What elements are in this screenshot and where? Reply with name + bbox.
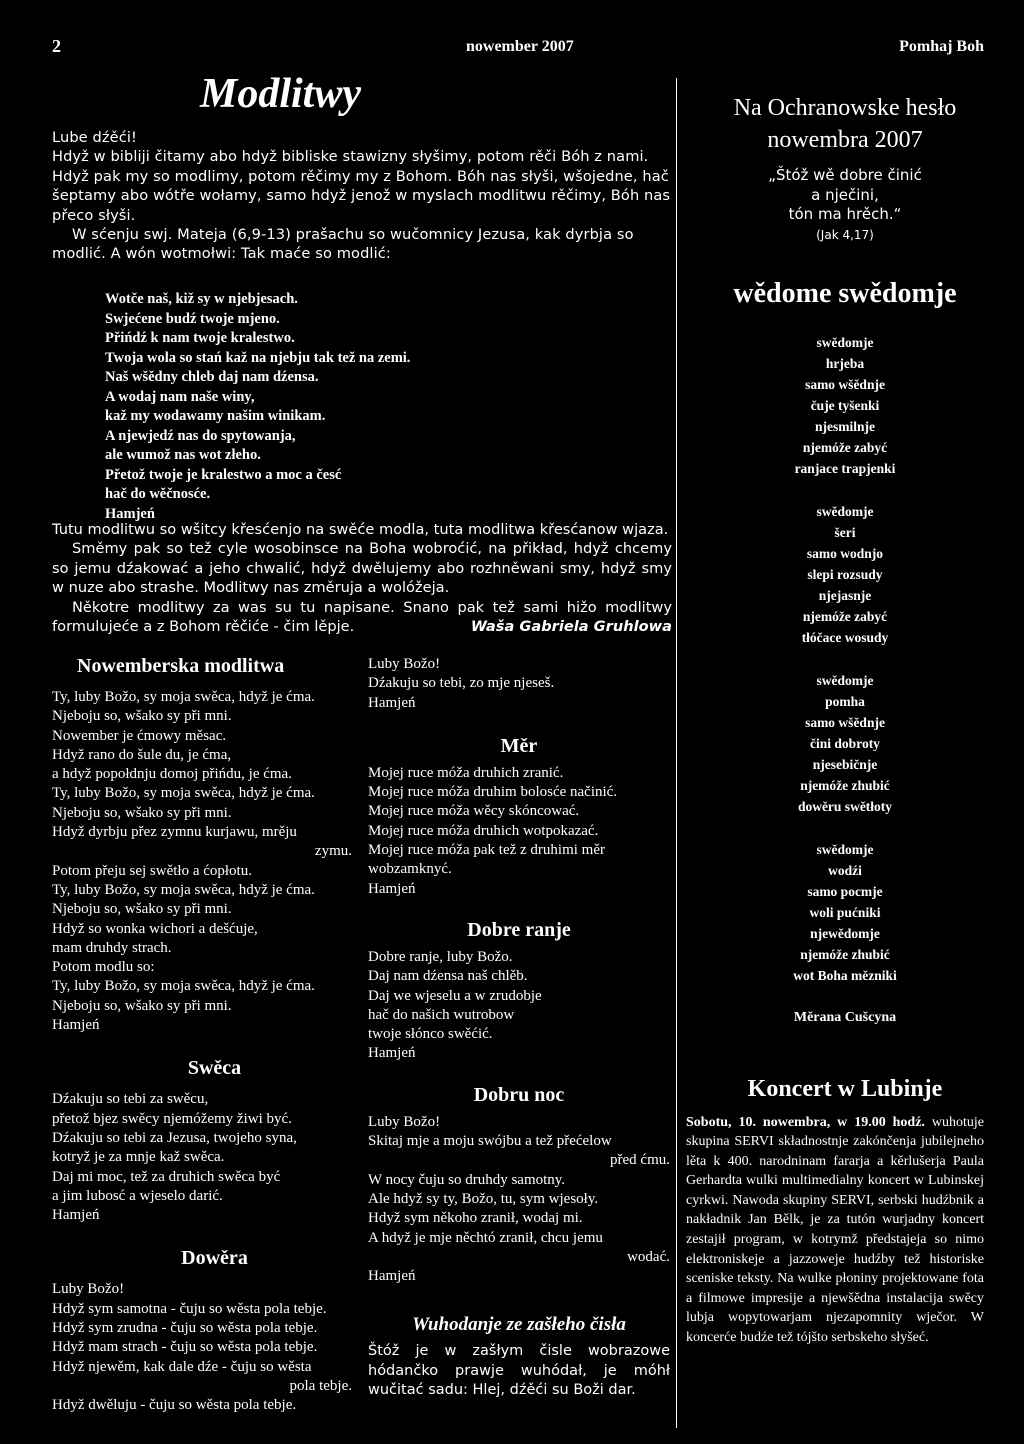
prayer-line: A njewjedź nas do spytowanja, — [105, 427, 296, 444]
middle-column — [368, 655, 670, 1401]
stanza-line: samo wšědnje — [805, 376, 885, 392]
bible-reference: (Jak 4,17) — [816, 227, 874, 242]
poem-dobru-noc — [368, 1113, 670, 1287]
sidebar-title-line: Na Ochranowske hesło — [733, 95, 957, 121]
verse-line: Potom přeju sej swětło a ćopłotu. — [52, 862, 252, 879]
poem-nowember — [52, 688, 352, 1035]
verse-line: Luby Božo! — [368, 656, 441, 672]
verse-line: Hamjeń — [368, 694, 416, 711]
stanza-line: dowěru swětłoty — [797, 798, 893, 814]
poem-luby-bozo — [368, 655, 670, 713]
verse-line: Dźakuju so tebi za Jezusa, twojeho syna, — [52, 1129, 297, 1146]
verse-line: a jim lubosć a wjeselo darić. — [52, 1187, 223, 1204]
verse-line: Hdyž mam strach - čuju so wěsta pola tebje. — [52, 1339, 318, 1356]
intro-paragraph: W sćenju swj. Mateja (6,9-13) prašachu so wučomnicy Jezusa, kak dyrbja so modlić. A wón wotmołwi: Tak maće so modlić: — [52, 226, 634, 263]
verse-line: Daj nam dźensa naš chlěb. — [368, 968, 528, 985]
stanza-line: šeri — [834, 524, 856, 540]
stanza-line: njejasnje — [818, 587, 872, 603]
quote-line: tón ma hrěch.“ — [788, 205, 902, 223]
verse-line: wodać. — [627, 1248, 670, 1265]
poem-dobre-ranje — [368, 948, 670, 1064]
stanza-line: swědomje — [816, 672, 874, 688]
outro-paragraph — [52, 598, 672, 637]
outro-paragraph: Tutu modlitwu so wšitcy křesćenjo na swěće modla, tuta modlitwa křesćanow wjaza. — [52, 521, 669, 538]
page-number: 2 — [52, 36, 61, 56]
page-title: Modlitwy — [200, 71, 362, 117]
stanza-line: samo wšědnje — [805, 714, 885, 730]
verse-line: Njeboju so, wšako sy při mni. — [52, 804, 232, 821]
author-signature: Waša Gabriela Gruhlowa — [470, 618, 672, 636]
section-heading: Dowěra — [181, 1247, 248, 1270]
stanza-line: samo wodnjo — [806, 545, 884, 561]
concert-date: Sobotu, 10. nowembra, w 19.00 hodź. — [686, 1114, 925, 1130]
concert-title: Koncert w Lubinje — [747, 1075, 943, 1102]
concert-text — [686, 1113, 984, 1348]
sidebar-title — [680, 92, 1010, 156]
section-heading: Swěca — [187, 1057, 242, 1080]
verse-line: Dźakuju so tebi za swěcu, — [52, 1091, 209, 1108]
stanza-line: samo pocmje — [807, 883, 883, 899]
stanza-line: wot Boha mězniki — [793, 967, 897, 983]
verse-line: pola tebje. — [289, 1377, 352, 1394]
stanza-line: swědomje — [816, 841, 874, 857]
newspaper-name: Pomhaj Boh — [899, 38, 984, 55]
verse-line: přetož bjez swěcy njemóžemy žiwi być. — [52, 1110, 292, 1127]
verse-line: Njeboju so, wšako sy při mni. — [52, 901, 232, 918]
section-heading: Dobru noc — [473, 1083, 565, 1106]
verse-line: Hdyž rano do šule du, je ćma, — [52, 746, 232, 763]
outro-paragraph: Směmy pak so tež cyle wosobinsce na Boha wobroćić, na přikład, hdyž chcemy so jemu dźakować a jeho chwalić, hdyž dwělujemy abo rozhněwani smy, hdyž smy w nuze abo strashe. Modlitwy nas změruja a wolóžeja. — [52, 540, 672, 597]
verse-line: Mojej ruce móža druhich zranić. — [368, 764, 564, 781]
verse-line: wobzamknyć. — [368, 861, 452, 878]
prayer-line: kaž my wodawamy našim winikam. — [105, 408, 326, 424]
stanza-line: swědomje — [816, 503, 874, 519]
prayer-line: A wodaj nam naše winy, — [105, 388, 255, 405]
verse-line: Hdyž so wonka wichori a dešćuje, — [52, 920, 258, 937]
sidebar — [680, 80, 1010, 1348]
verse-line: Dobre ranje, luby Božo. — [368, 948, 513, 965]
section-heading: Nowemberska modlitwa — [77, 655, 285, 677]
verse-line: hač do našich wutrobow — [368, 1006, 515, 1023]
intro-greeting: Lube dźěći! — [52, 129, 137, 146]
stanza-line: njemóže zabyć — [802, 439, 888, 455]
stanza-line: njesmilnje — [815, 418, 875, 434]
stanza-line: njesebičnje — [812, 756, 878, 772]
verse-line: Hdyž dwěluju - čuju so wěsta pola tebje. — [52, 1397, 297, 1414]
stanza-line: pomha — [825, 693, 865, 709]
stanza — [680, 839, 1010, 986]
verse-line: Daj we wjeselu a w zrudobje — [368, 987, 542, 1004]
prayer-line: Hamjeń — [105, 505, 155, 522]
verse-line: Hdyž njewěm, kak dale dźe - čuju so wěsta — [52, 1358, 312, 1375]
verse-line: a hdyž popołdnju domoj přińdu, je ćma. — [52, 766, 292, 783]
stanza — [680, 670, 1010, 817]
prayer-line: Twoja wola so stań kaž na njebju tak tež na zemi. — [105, 349, 411, 366]
intro-paragraph: Hdyž w bibliji čitamy abo hdyž bibliske stawizny słyšimy, potom rěči Bóh z nami. Hdyž pak my so modlimy, potom rěčimy my z Bohom. Bóh nas słyši, wšojedne, hač šeptamy abo wótře wołamy, samo hdyž jenož w myslach modlitwu rěčimy, Bóh nas přeco słyši. — [52, 148, 671, 224]
verse-line: Hdyž sym někoho zranił, wodaj mi. — [368, 1210, 583, 1227]
sidebar-title-line: nowembra 2007 — [767, 127, 923, 153]
quote-line: a nječini, — [811, 185, 879, 204]
verse-line: Luby Božo! — [52, 1281, 125, 1298]
prayer-line: Wotče naš, kiž sy w njebjesach. — [105, 291, 298, 307]
prayer-line: Swjećene budź twoje mjeno. — [105, 310, 280, 327]
stanza — [680, 332, 1010, 479]
verse-line: Mojej ruce móža pak tež z druhimi měr — [368, 842, 605, 859]
verse-line: twoje słónco swěćić. — [368, 1026, 493, 1043]
poem-mer — [368, 764, 670, 899]
puzzle-heading: Wuhodanje ze zašłeho čisła — [412, 1314, 626, 1336]
stanza-line: njemóže zhubić — [800, 946, 890, 962]
prayer-line: Přetož twoje je kralestwo a moc a česć — [105, 466, 342, 483]
verse-line: A hdyž je mje něchtó zranił, chcu jemu — [368, 1229, 603, 1246]
watchword-quote — [680, 166, 1010, 225]
stanza — [680, 501, 1010, 648]
poem-swieca — [52, 1090, 352, 1225]
stanza-line: čuje tyšenki — [810, 397, 880, 413]
poem-title: wědome swědomje — [733, 277, 957, 309]
verse-line: Potom modlu so: — [52, 959, 155, 976]
verse-line: Ty, luby Božo, sy moja swěca, hdyž je ćma. — [52, 881, 315, 898]
stanza-line: swědomje — [816, 334, 874, 350]
poem-author: Měrana Cušcyna — [793, 1009, 897, 1025]
stanza-line: njewědomje — [810, 925, 880, 941]
verse-line: Mojej ruce móža wěcy skóncować. — [368, 803, 580, 820]
stanza-line: ranjace trapjenki — [794, 460, 896, 476]
prayer-line: Naš wšědny chleb daj nam dźensa. — [105, 369, 319, 385]
stanza-line: slepi rozsudy — [807, 566, 883, 582]
stanza-line: hrjeba — [825, 355, 865, 371]
verse-line: Dźakuju so tebi, zo mje njeseš. — [368, 675, 555, 692]
section-heading: Dobre ranje — [467, 918, 571, 941]
section-heading: Měr — [500, 734, 538, 757]
stanza-line: njemóže zabyć — [802, 608, 888, 624]
prayer-line: ale wumož nas wot złeho. — [105, 447, 261, 463]
lords-prayer — [105, 290, 665, 524]
verse-line: před ćmu. — [610, 1152, 670, 1169]
prayer-line: hač do wěčnosće. — [105, 486, 211, 502]
verse-line: Ty, luby Božo, sy moja swěca, hdyž je ćma. — [52, 978, 315, 995]
verse-line: Skitaj mje a moju swójbu a tež přećelow — [368, 1133, 612, 1150]
verse-line: Hdyž sym samotna - čuju so wěsta pola tebje. — [52, 1300, 327, 1317]
quote-line: „Štóž wě dobre činić — [768, 166, 922, 184]
verse-line: Njeboju so, wšako sy při mni. — [52, 997, 232, 1014]
verse-line: kotryž je za mnje kaž swěca. — [52, 1149, 225, 1166]
column-divider — [676, 78, 677, 1428]
verse-line: Hdyž dyrbju přez zymnu kurjawu, mrěju — [52, 824, 297, 841]
verse-line: Hamjeń — [368, 1268, 416, 1285]
stanza-line: njemóže zhubić — [800, 777, 890, 793]
outro-text-line: Někotre modlitwy za was su tu napisane. Snano pak tež sami hižo modlitwy formulujeće a z Bohom rěčiće - čim lěpje. — [52, 598, 672, 636]
verse-line: W nocy čuju so druhdy samotny. — [368, 1171, 566, 1188]
verse-line: Nowember je ćmowy měsac. — [52, 727, 227, 744]
verse-line: Hamjeń — [52, 1017, 100, 1034]
prayer-line: Přińdź k nam twoje kralestwo. — [105, 330, 295, 346]
verse-line: Hdyž sym zrudna - čuju so wěsta pola tebje. — [52, 1320, 318, 1337]
issue-date: nowember 2007 — [466, 38, 574, 55]
concert-body: wuhotuje skupina SERVI składnostnje zakónčenja jubilejneho lěta k 400. narodninam fararja a kěrlušerja Paula Gerhardta wulki multimedialny koncert w Lubinskej cyrkwi. Nawoda skupiny SERVI, serbski hudźbnik a nakładnik Jan Bělk, je za tutón wurjadny koncert zestajił program, w kotrymž předstajeja so nimo elektroniskeje a jazzoweje hudźby tež historiske sceniske teksty. Na wulke płoniny projektowane fota a filmowe impresije a njewšědna instalacija swěcy lubja wopytowarjam njezapomnity wječor. W koncerće budźe tež tójšto serbskeho słyšeć. — [686, 1114, 984, 1346]
outro-text — [52, 520, 672, 636]
stanza-line: čini dobroty — [810, 735, 880, 751]
verse-line: Hamjeń — [368, 1045, 416, 1062]
verse-line: Njeboju so, wšako sy při mni. — [52, 708, 232, 725]
verse-line: Daj mi moc, tež za druhich swěca być — [52, 1168, 281, 1185]
poem-dowera — [52, 1280, 352, 1415]
stanza-line: woli pućniki — [809, 904, 881, 920]
verse-line: Ty, luby Božo, sy moja swěca, hdyž je ćma. — [52, 689, 315, 705]
intro-text — [52, 128, 672, 264]
stanza-line: tłóčace wosudy — [801, 629, 889, 645]
verse-line: Mojej ruce móža druhich wotpokazać. — [368, 822, 599, 839]
verse-line: Mojej ruce móža druhim bolosće načinić. — [368, 784, 618, 801]
verse-line: Ale hdyž sy ty, Božo, tu, sym wjesoły. — [368, 1190, 599, 1207]
verse-line: Luby Božo! — [368, 1113, 441, 1130]
verse-line: Hamjeń — [368, 880, 416, 897]
verse-line: zymu. — [314, 843, 352, 860]
verse-line: Hamjeń — [52, 1207, 100, 1224]
left-column — [52, 655, 352, 1416]
verse-line: mam druhdy strach. — [52, 939, 172, 956]
verse-line: Ty, luby Božo, sy moja swěca, hdyž je ćma. — [52, 785, 315, 802]
stanza-line: wodźi — [828, 862, 862, 878]
puzzle-answer: Štóž je w zašłym čisle wobrazowe hódančko prawje wuhódał, je móhł wučitać sadu: Hlej, dźěći su Boži dar. — [368, 1343, 670, 1399]
